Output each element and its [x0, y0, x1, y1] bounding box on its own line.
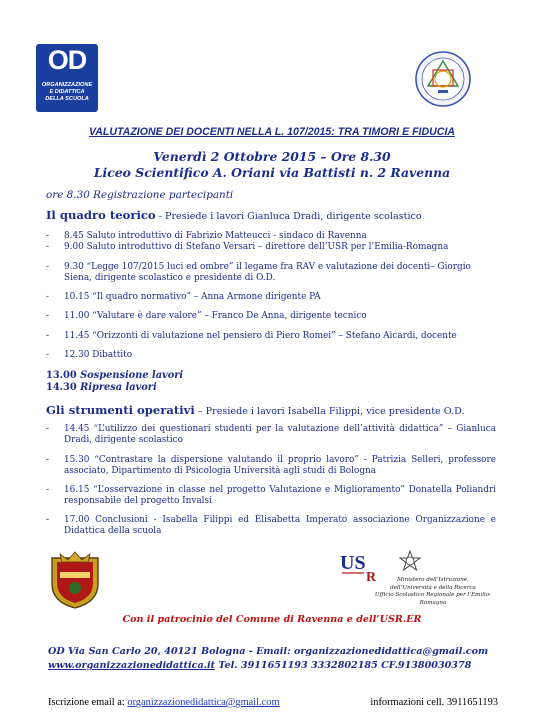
od-logo-sub-line: E DIDATTICA: [49, 89, 85, 95]
bullet-dash: -: [46, 242, 49, 252]
bullet-dash: -: [46, 331, 49, 341]
agenda-item: [46, 350, 496, 361]
svg-text:R: R: [366, 570, 376, 585]
agenda-item: [46, 231, 496, 242]
agenda-text: 17.00 Conclusioni - Isabella Filippi ed Elisabetta Imperato associazione Organizzazione e Didattica della scuola: [64, 515, 496, 536]
school-seal-icon: [414, 50, 472, 108]
email-link[interactable]: organizzazionedidattica@gmail.com: [127, 697, 280, 708]
usr-caption-line: dell’Università e della Ricerca: [390, 584, 476, 591]
section-heading-tools: [46, 403, 465, 417]
agenda-item: [46, 455, 496, 477]
od-logo: [36, 44, 98, 112]
agenda-text: 14.45 “L’utilizzo dei questionari studenti per la valutazione dell’attività didattica” – Gianluca Dradi, dirigente scolastico: [64, 424, 496, 445]
section-chair: - Presiede i lavori Gianluca Dradi, dirigente scolastico: [155, 211, 422, 222]
bullet-dash: -: [46, 262, 49, 272]
bullet-dash: -: [46, 485, 49, 495]
agenda-text: 9.30 “Legge 107/2015 luci ed ombre” il legame fra RAV e valutazione dei docenti– Giorgio Siena, dirigente scolastico e presidente di O.D.: [64, 262, 471, 283]
republic-emblem-icon: [398, 549, 422, 573]
break-time: 14.30: [46, 382, 77, 393]
bullet-dash: -: [46, 350, 49, 360]
bullet-dash: -: [46, 311, 49, 321]
agenda-item: [46, 424, 496, 446]
usr-caption-line: Ministero dell’Istruzione,: [397, 577, 469, 583]
agenda-item: [46, 311, 496, 322]
agenda-item: [46, 242, 496, 253]
break-suspension: [46, 370, 183, 381]
bullet-dash: -: [46, 231, 49, 241]
usr-caption: [368, 577, 498, 607]
patronage-line: Con il patrocinio del Comune di Ravenna e dell’USR.ER: [122, 614, 422, 625]
footer-contacts: [48, 660, 471, 671]
svg-text:US: US: [340, 552, 366, 574]
event-venue: Liceo Scientifico A. Oriani via Battisti n. 2 Ravenna: [93, 165, 451, 180]
info-phone: informazioni cell. 3911651193: [370, 697, 498, 708]
agenda-item: [46, 485, 496, 507]
footer-address: OD Via San Carlo 20, 40121 Bologna - Email: organizzazionedidattica@gmail.com: [48, 646, 489, 657]
agenda-text: 9.00 Saluto introduttivo di Stefano Versari – direttore dell’USR per l’Emilia-Romagna: [64, 242, 449, 252]
agenda-item: [46, 331, 496, 342]
od-logo-sub-line: ORGANIZZAZIONE: [41, 82, 93, 88]
break-label: Sospensione lavori: [80, 370, 184, 381]
break-time: 13.00: [46, 370, 77, 381]
email-label: Iscrizione email a:: [48, 697, 128, 708]
usr-caption-line: Ufficio Scolastico Regionale per l’Emilia-Romagna: [374, 592, 492, 606]
break-resume: [46, 382, 157, 393]
website-link[interactable]: www.organizzazionedidattica.it: [48, 660, 216, 671]
registration-line: ore 8.30 Registrazione partecipanti: [46, 189, 234, 201]
break-label: Ripresa lavori: [80, 382, 157, 393]
od-logo-subtitle: [38, 82, 96, 103]
section-chair: – Presiede i lavori Isabella Filippi, vice presidente O.D.: [194, 406, 465, 417]
od-logo-sub-line: DELLA SCUOLA: [45, 96, 89, 102]
agenda-text: 16.15 “L’osservazione in classe nel progetto Valutazione e Miglioramento” Donatella Poliandri responsabile del progetto Invalsi: [64, 485, 496, 506]
footer-phones: Tel. 3911651193 3332802185 CF.91380030378: [215, 660, 472, 671]
section-heading-theory: [46, 208, 422, 222]
usr-logo: [336, 547, 496, 607]
agenda-text: 11.45 “Orizzonti di valutazione nel pensiero di Piero Romei” – Stefano Aicardi, docente: [64, 331, 457, 341]
agenda-item: [46, 262, 496, 284]
bottom-line: [48, 697, 498, 708]
bullet-dash: -: [46, 455, 49, 465]
section-title: Gli strumenti operativi: [46, 403, 195, 417]
agenda-text: 10.15 “Il quadro normativo” – Anna Armone dirigente PA: [64, 292, 321, 302]
agenda-text: 11.00 “Valutare è dare valore” – Franco De Anna, dirigente tecnico: [64, 311, 367, 321]
agenda-item: [46, 515, 496, 537]
ravenna-crest-icon: [46, 550, 104, 610]
agenda-item: [46, 292, 496, 303]
agenda-text: 8.45 Saluto introduttivo di Fabrizio Matteucci - sindaco di Ravenna: [64, 231, 367, 241]
event-title: VALUTAZIONE DEI DOCENTI NELLA L. 107/2015: TRA TIMORI E FIDUCIA: [88, 126, 456, 138]
bullet-dash: -: [46, 292, 49, 302]
bullet-dash: -: [46, 515, 49, 525]
od-logo-mark: OD: [47, 45, 87, 75]
agenda-text: 15.30 “Contrastare la dispersione valutando il proprio lavoro” - Patrizia Selleri, professore associato, Dipartimento di Psicologia Università agli studi di Bologna: [64, 455, 496, 476]
agenda-text: 12.30 Dibattito: [64, 350, 133, 360]
event-date: Venerdì 2 Ottobre 2015 – Ore 8.30: [153, 149, 391, 164]
section-title: Il quadro teorico: [46, 208, 156, 222]
bullet-dash: -: [46, 424, 49, 434]
